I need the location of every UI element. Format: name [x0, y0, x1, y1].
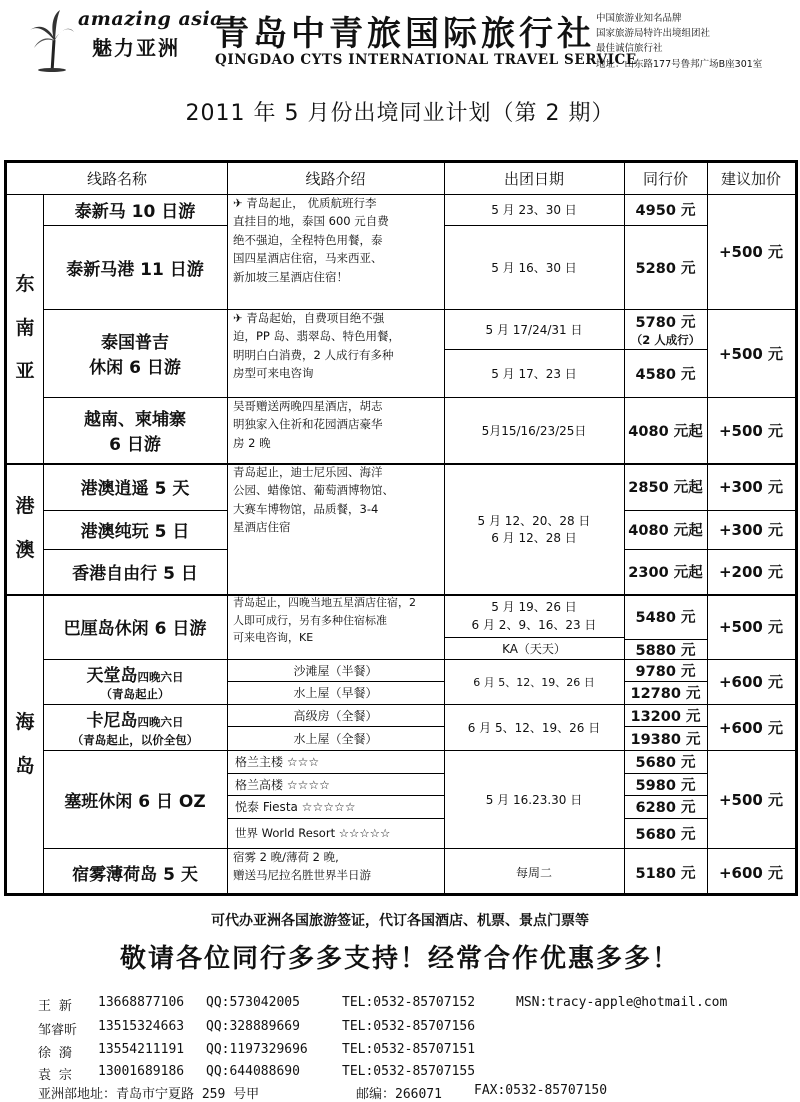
contact-tel: TEL:0532-85707156 — [342, 1019, 476, 1034]
company-name-cn: 青岛中青旅国际旅行社 — [215, 14, 595, 54]
route-name — [43, 309, 227, 397]
service-note: 可代办亚洲各国旅游签证，代订各国酒店、机票、景点门票等 — [211, 913, 589, 929]
region-islands — [7, 594, 43, 896]
intro-line: 星酒店住宿 — [233, 520, 291, 535]
intro-line: 宿雾 2 晚/薄荷 2 晚, — [233, 850, 339, 864]
route-name-sub: （青岛起止） — [100, 687, 170, 702]
intro-line: 新加坡三星酒店住宿！ — [233, 269, 348, 284]
suggested-markup: +500 元 — [718, 790, 784, 809]
contact-name: 王 新 — [38, 999, 72, 1014]
company-name-en: QINGDAO CYTS INTERNATIONAL TRAVEL SERVICE — [215, 52, 637, 68]
date-line: 6 月 2、9、16、23 日 — [471, 617, 597, 632]
route-name — [43, 397, 227, 463]
route-name: 泰新马港 11 日游 — [66, 259, 204, 280]
region-southeast-asia — [7, 194, 43, 463]
tour-table — [4, 160, 798, 896]
suggested-markup: +600 元 — [718, 863, 784, 882]
suggested-markup: +500 元 — [718, 421, 784, 440]
header-trade-price: 同行价 — [642, 170, 688, 188]
route-name-line: 6 日游 — [109, 435, 161, 455]
route-intro — [227, 848, 444, 896]
departure-date: 5 月 23、30 日 — [491, 203, 577, 217]
postcode: 邮编：266071 — [356, 1087, 442, 1102]
hotel-option: 悦泰 Fiesta ☆☆☆☆☆ — [235, 800, 356, 814]
slogan: 敬请各位同行多多支持！经常合作优惠多多！ — [119, 944, 680, 974]
route-name-main: 卡尼岛 — [86, 711, 138, 732]
header-markup: 建议加价 — [720, 170, 781, 188]
route-name: 港澳逍遥 5 天 — [80, 479, 190, 499]
departure-date: 5 月 16.23.30 日 — [485, 792, 583, 807]
hotel-option: 世界 World Resort ☆☆☆☆☆ — [235, 826, 391, 840]
date-line: 5 月 19、26 日 — [491, 599, 577, 614]
contact-qq: QQ:328889669 — [206, 1019, 300, 1034]
departure-date: 5月15/16/23/25日 — [481, 423, 587, 438]
route-intro — [227, 594, 444, 659]
intro-line: 可来电咨询，KE — [233, 631, 314, 645]
suggested-markup: +600 元 — [718, 673, 784, 691]
header-note: 中国旅游业知名品牌 — [596, 13, 682, 24]
intro-line: 青岛起止，迪士尼乐园、海洋 — [233, 465, 383, 479]
contact-name: 袁 宗 — [38, 1068, 72, 1083]
trade-price: 13200 元 — [630, 708, 701, 725]
trade-price: 19380 元 — [630, 731, 701, 748]
header-address: 地址：山东路177号鲁邦广场B座301室 — [596, 59, 763, 70]
route-name-line: 泰国普吉 — [101, 333, 169, 353]
header-departure-date: 出团日期 — [503, 170, 564, 188]
departure-date — [444, 594, 624, 637]
fax: FAX:0532-85707150 — [474, 1083, 608, 1098]
contact-msn[interactable]: MSN:tracy-apple@hotmail.com — [516, 995, 728, 1010]
region-char: 澳 — [15, 538, 35, 561]
intro-line: 绝不强迫，全程特色用餐，泰 — [233, 232, 383, 247]
route-name: 泰新马 10 日游 — [74, 202, 196, 222]
contact-qq: QQ:573042005 — [206, 995, 300, 1010]
price-note: （2 人成行） — [630, 332, 701, 347]
trade-price: 5180 元 — [635, 865, 696, 882]
suggested-markup: +200 元 — [718, 563, 784, 581]
trade-price: 9780 元 — [635, 663, 696, 680]
suggested-markup: +300 元 — [718, 521, 784, 539]
suggested-markup: +500 元 — [718, 618, 784, 636]
contact-mobile: 13668877106 — [98, 995, 185, 1010]
trade-price: 5880 元 — [635, 642, 696, 659]
route-name-sub: （青岛起止，以价全包） — [71, 732, 199, 747]
room-option: 高级房（全餐） — [293, 708, 378, 723]
intro-line: 迫，PP 岛、翡翠岛、特色用餐， — [233, 329, 401, 344]
intro-line: 吴哥赠送两晚四星酒店，胡志 — [233, 399, 383, 413]
route-name-tag: 四晚六日 — [137, 715, 184, 730]
trade-price: 5980 元 — [635, 777, 696, 794]
trade-price: 2850 元起 — [628, 480, 703, 496]
date-line: 6 月 12、28 日 — [491, 530, 577, 545]
route-name: 香港自由行 5 日 — [72, 564, 198, 584]
trade-price: 4080 元起 — [628, 423, 703, 440]
intro-line: 明独家入住祈和花园酒店豪华 — [233, 417, 383, 432]
intro-line: 人即可成行，另有多种住宿标准 — [233, 613, 387, 627]
price-value: 5780 元 — [635, 314, 696, 331]
trade-price — [624, 309, 707, 349]
departure-date: 6 月 5、12、19、26 日 — [473, 675, 595, 689]
contact-name: 徐 漪 — [38, 1046, 72, 1061]
room-option: 水上屋（早餐） — [293, 686, 378, 700]
contact-mobile: 13515324663 — [98, 1019, 185, 1034]
intro-line: 房 2 晚 — [233, 435, 271, 450]
intro-line: 大赛车博物馆，品质餐，3-4 — [233, 501, 379, 516]
suggested-markup: +600 元 — [718, 718, 784, 737]
region-char: 东 — [15, 272, 35, 295]
departure-date: KA（天天） — [502, 641, 566, 656]
contact-tel: TEL:0532-85707155 — [342, 1064, 476, 1079]
route-name: 巴厘岛休闲 6 日游 — [63, 619, 207, 639]
trade-price: 2300 元起 — [628, 565, 703, 581]
region-char: 南 — [15, 316, 35, 339]
address: 亚洲部地址：青岛市宁夏路 259 号甲 — [38, 1087, 260, 1102]
trade-price: 4580 元 — [635, 366, 696, 383]
intro-line: 青岛起止，四晚当地五星酒店住宿，2 — [233, 596, 416, 609]
intro-line: 公园、蜡像馆、葡萄酒博物馆、 — [233, 483, 394, 498]
route-name-tag: 四晚六日 — [137, 669, 184, 684]
trade-price: 5680 元 — [635, 755, 696, 771]
contact-qq: QQ:1197329696 — [206, 1042, 308, 1057]
suggested-markup: +500 元 — [718, 243, 784, 261]
departure-date — [444, 463, 624, 594]
brand-english: amazing asia — [78, 8, 223, 30]
departure-date: 5 月 17/24/31 日 — [485, 322, 583, 337]
route-name: 塞班休闲 6 日 OZ — [64, 791, 206, 812]
trade-price: 5480 元 — [635, 610, 696, 626]
suggested-markup: +500 元 — [718, 344, 784, 363]
trade-price: 4950 元 — [635, 203, 696, 219]
departure-date: 5 月 16、30 日 — [491, 260, 577, 275]
intro-line: ✈ 青岛起始，自费项目绝不强 — [233, 311, 385, 325]
header-route-intro: 线路介绍 — [305, 170, 366, 188]
trade-price: 5680 元 — [635, 826, 696, 843]
trade-price: 4080 元起 — [628, 523, 703, 539]
region-char: 海 — [15, 711, 35, 734]
contact-name: 邹睿昕 — [38, 1023, 78, 1038]
intro-line: 赠送马尼拉名胜世界半日游 — [233, 868, 371, 883]
route-name: 宿雾薄荷岛 5 天 — [72, 864, 198, 885]
room-option: 水上屋（全餐） — [293, 731, 378, 746]
intro-line: 直挂目的地，泰国 600 元自费 — [233, 214, 389, 229]
header-note: 最佳诚信旅行社 — [596, 43, 663, 54]
trade-price: 6280 元 — [635, 800, 696, 816]
departure-date: 5 月 17、23 日 — [491, 366, 577, 381]
contact-tel: TEL:0532-85707152 — [342, 995, 476, 1010]
hotel-option: 格兰高楼 ☆☆☆☆ — [235, 777, 330, 792]
route-name-line: 越南、柬埔寨 — [84, 410, 186, 430]
route-intro — [227, 309, 444, 397]
date-line: 5 月 12、20、28 日 — [477, 513, 591, 528]
room-option: 沙滩屋（半餐） — [293, 663, 378, 678]
intro-line: 明明白白消费，2 人成行有多种 — [233, 347, 394, 362]
contact-mobile: 13001689186 — [98, 1064, 185, 1079]
intro-line: ✈ 青岛起止， 优质航班行李 — [233, 196, 377, 210]
route-name — [43, 659, 227, 704]
page-title: 2011 年 5 月份出境同业计划（第 2 期） — [185, 101, 615, 126]
trade-price: 12780 元 — [630, 686, 701, 702]
region-hk-macau — [7, 463, 43, 594]
palm-logo-icon — [30, 10, 74, 72]
route-intro — [227, 194, 444, 309]
region-char: 港 — [15, 494, 35, 517]
route-intro — [227, 397, 444, 463]
brand-chinese: 魅力亚洲 — [92, 36, 180, 60]
header-note: 国家旅游局特许出境组团社 — [596, 28, 711, 39]
route-name-main: 天堂岛 — [86, 665, 138, 686]
hotel-option: 格兰主楼 ☆☆☆ — [235, 755, 320, 769]
contact-mobile: 13554211191 — [98, 1042, 185, 1057]
route-name — [43, 704, 227, 750]
suggested-markup: +300 元 — [718, 478, 784, 496]
trade-price: 5280 元 — [635, 260, 696, 277]
region-char: 岛 — [15, 755, 35, 777]
contact-tel: TEL:0532-85707151 — [342, 1042, 476, 1057]
departure-date: 每周二 — [515, 865, 552, 880]
route-intro — [227, 463, 444, 594]
intro-line: 房型可来电咨询 — [233, 366, 314, 381]
departure-date: 6 月 5、12、19、26 日 — [467, 720, 601, 735]
region-char: 亚 — [15, 360, 35, 383]
route-name: 港澳纯玩 5 日 — [80, 522, 190, 542]
route-name-line: 休闲 6 日游 — [89, 358, 181, 378]
contact-qq: QQ:644088690 — [206, 1064, 300, 1079]
header-route-name: 线路名称 — [86, 170, 147, 188]
intro-line: 国四星酒店住宿，马来西亚、 — [233, 251, 383, 266]
